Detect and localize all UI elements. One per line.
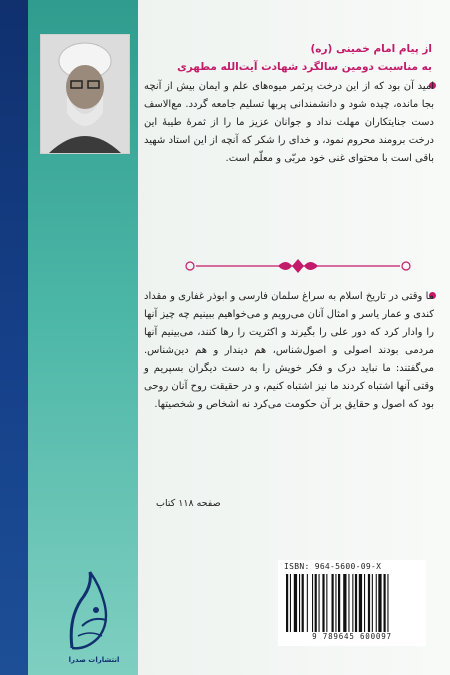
- heading-line-1: از پیام امام خمینی (ره): [310, 43, 432, 55]
- barcode-icon: [284, 574, 420, 632]
- publisher-calligraphy-logo: [60, 566, 122, 662]
- publisher-name: انتشارات صدرا: [68, 656, 120, 664]
- barcode-number: 9 789645 600097: [312, 632, 392, 641]
- barcode-panel: [278, 560, 426, 646]
- heading-line-2: به مناسبت دومین سالگرد شهادت آیت‌الله مطهری: [177, 61, 432, 73]
- isbn-label: ISBN: 964-5600-09-X: [284, 562, 382, 571]
- portrait-photo: [40, 34, 130, 154]
- quote-paragraph-2: ما وقتی در تاریخ اسلام به سراغ سلمان فارسی و ابوذر غفاری و مقداد کندی و عمار یاسر و امثال آنان می‌رویم و می‌خواهیم ببینیم چه چیز آنها را وادار کرد که دور علی را بگیرند و اکثریت را رها کنند، می‌بینیم آنها مردمی بودند اصولی و اصول‌شناس، هم دیندار و هم دین‌شناس. می‌گفتند: ما نباید درک و فکر خویش را به دست دیگران بسپریم و وقتی آنها اشتباه کردند ما نیز اشتباه کنیم، و در حقیقت روح آنان روحی بود که اصول و حقایق بر آن حکومت می‌کرد نه اشخاص و شخصیتها.: [144, 291, 434, 410]
- left-blue-band: [0, 0, 28, 675]
- quote-paragraph-1: امید آن بود که از این درخت پرثمر میوه‌های علم و ایمان بیش از آنچه بجا مانده، چیده شود و دانشمندانی پربها تسلیم جامعه گردد. مع‌الاسف دست جنایتکاران مهلت نداد و جوانان عزیز ما را از ثمرۀ طیبۀ این درخت برومند محروم نمود، و خدای را شکر که آنچه از این استاد شهید باقی است با محتوای غنی خود مربّی و معلّم است.: [144, 81, 434, 164]
- quote-heading: [132, 40, 432, 76]
- floral-divider-ornament: [178, 256, 418, 276]
- page-reference: صفحه ۱۱۸ کتاب: [156, 498, 221, 509]
